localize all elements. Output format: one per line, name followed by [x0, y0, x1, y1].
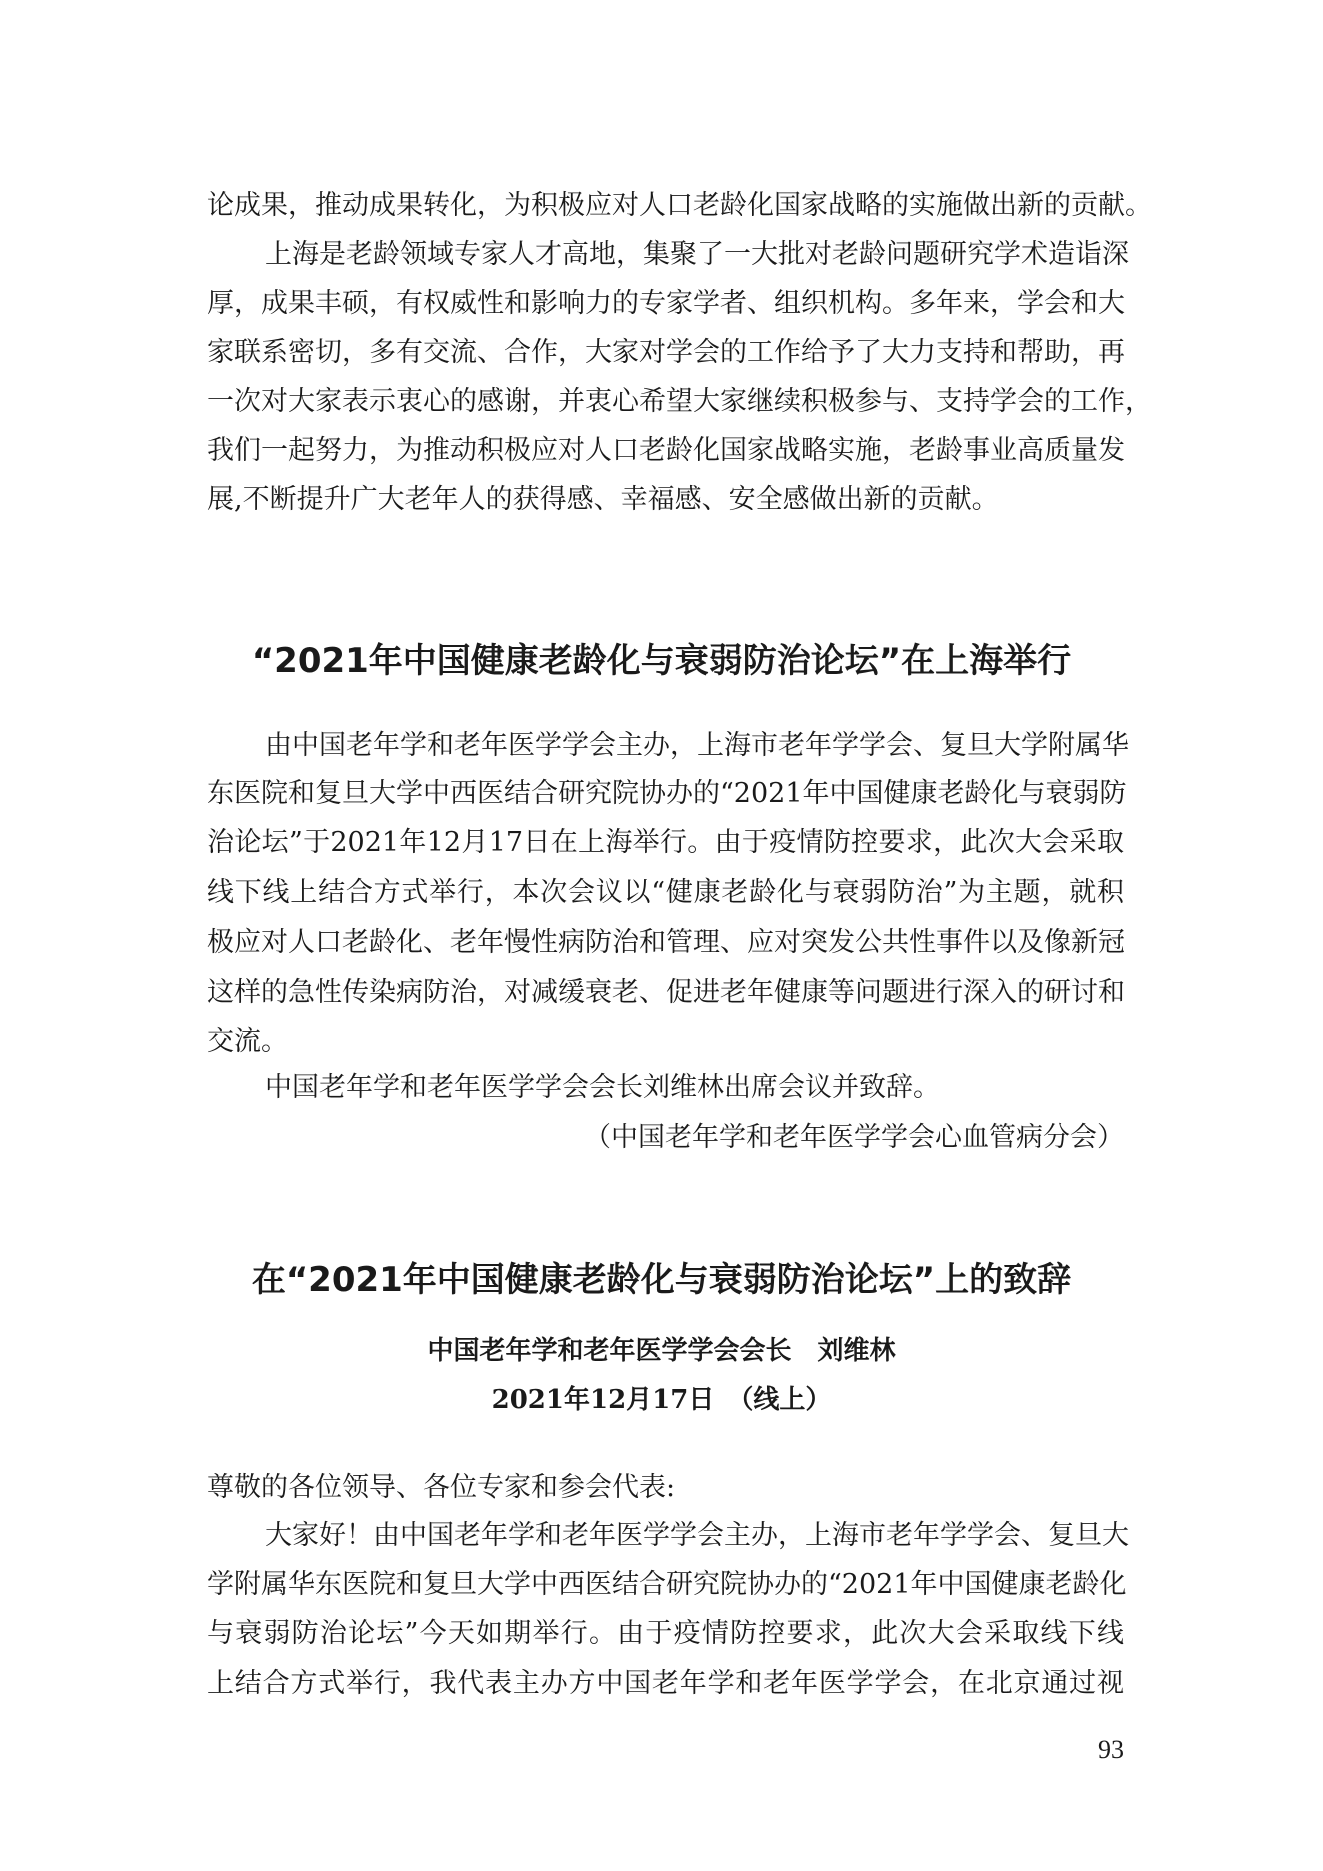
text-line: 家联系密切，多有交流、合作，大家对学会的工作给予了大力支持和帮助，再	[207, 337, 1125, 368]
text-line: 交流。	[207, 1026, 288, 1057]
text-line: 治论坛”于2021年12月17日在上海举行。由于疫情防控要求，此次大会采取	[207, 827, 1124, 858]
text-line: 中国老年学和老年医学学会会长刘维林出席会议并致辞。	[265, 1072, 940, 1103]
text-line: 由中国老年学和老年医学学会主办，上海市老年学学会、复旦大学附属华	[265, 730, 1129, 761]
text-line: 厚，成果丰硕，有权威性和影响力的专家学者、组织机构。多年来，学会和大	[207, 288, 1125, 319]
article-date: 2021年12月17日 （线上）	[491, 1385, 832, 1415]
text-line: 大家好！由中国老年学和老年医学学会主办，上海市老年学学会、复旦大	[265, 1520, 1129, 1551]
text-line: 极应对人口老龄化、老年慢性病防治和管理、应对突发公共性事件以及像新冠	[207, 927, 1125, 958]
page-number: 93	[1098, 1735, 1124, 1764]
text-line: 我们一起努力，为推动积极应对人口老龄化国家战略实施，老龄事业高质量发	[207, 435, 1125, 466]
salutation: 尊敬的各位领导、各位专家和参会代表:	[207, 1472, 676, 1503]
text-line: 这样的急性传染病防治，对减缓衰老、促进老年健康等问题进行深入的研讨和	[207, 977, 1125, 1008]
text-line: 上海是老龄领域专家人才高地，集聚了一大批对老龄问题研究学术造诣深	[265, 239, 1129, 270]
article-title: “2021年中国健康老龄化与衰弱防治论坛”在上海举行	[251, 641, 1072, 681]
text-line: 与衰弱防治论坛”今天如期举行。由于疫情防控要求，此次大会采取线下线	[207, 1618, 1124, 1649]
text-line: 论成果，推动成果转化，为积极应对人口老龄化国家战略的实施做出新的贡献。	[207, 190, 1152, 221]
text-line: 上结合方式举行，我代表主办方中国老年学和老年医学学会，在北京通过视	[207, 1668, 1124, 1699]
article-author: 中国老年学和老年医学学会会长 刘维林	[427, 1336, 896, 1366]
text-line: 线下线上结合方式举行，本次会议以“健康老龄化与衰弱防治”为主题，就积	[207, 877, 1124, 908]
article-source: （中国老年学和老年医学学会心血管病分会）	[584, 1122, 1124, 1153]
text-line: 一次对大家表示衷心的感谢，并衷心希望大家继续积极参与、支持学会的工作，	[207, 386, 1152, 417]
text-line: 展,不断提升广大老年人的获得感、幸福感、安全感做出新的贡献。	[207, 484, 999, 515]
article-title: 在“2021年中国健康老龄化与衰弱防治论坛”上的致辞	[251, 1260, 1072, 1300]
text-line: 东医院和复旦大学中西医结合研究院协办的“2021年中国健康老龄化与衰弱防	[207, 778, 1127, 809]
text-line: 学附属华东医院和复旦大学中西医结合研究院协办的“2021年中国健康老龄化	[207, 1569, 1127, 1600]
